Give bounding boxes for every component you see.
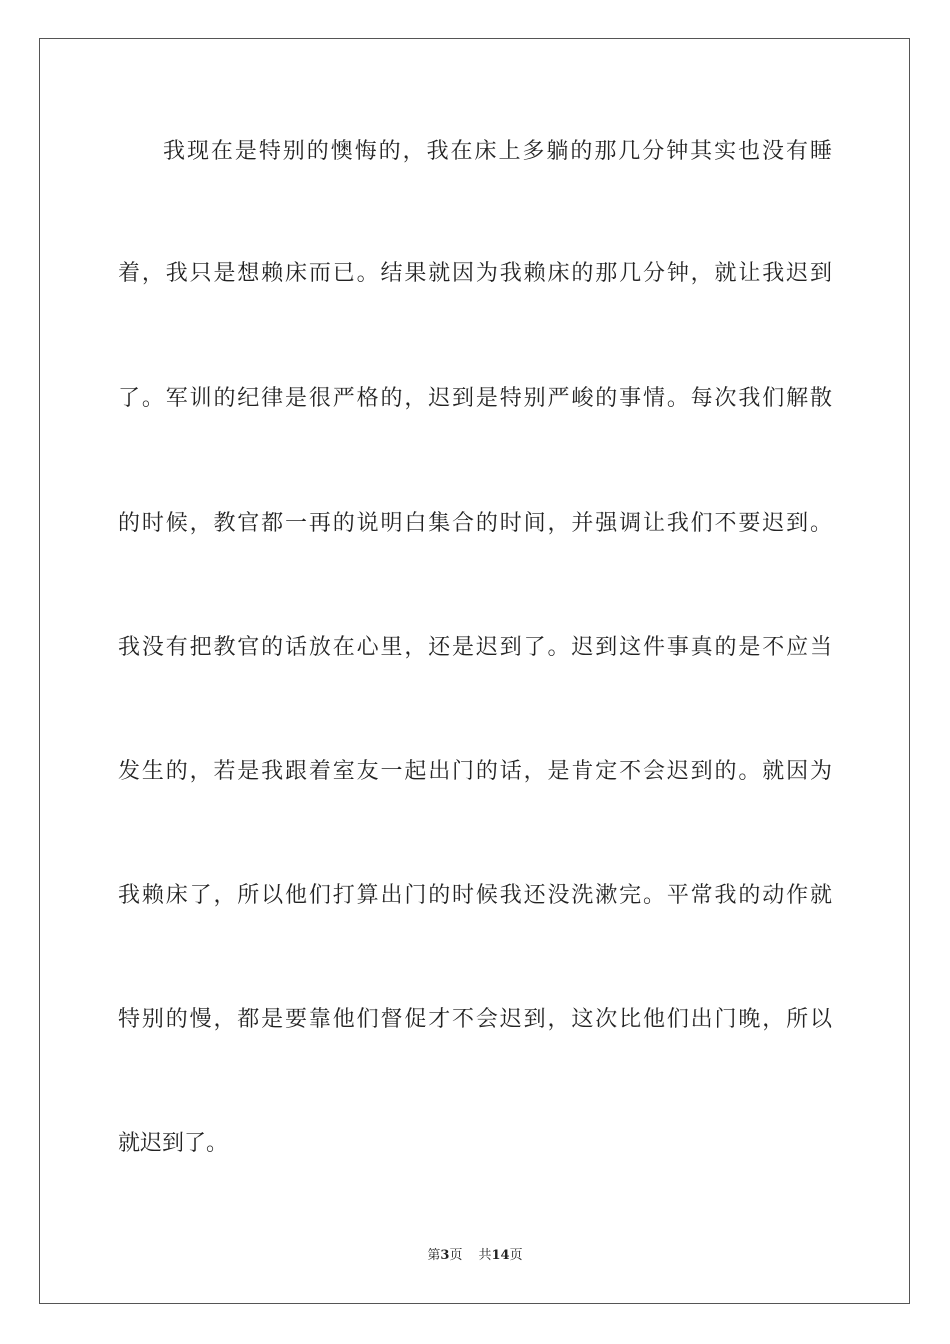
paragraph-line-7: 我赖床了，所以他们打算出门的时候我还没洗漱完。平常我的动作就	[118, 883, 832, 908]
paragraph-line-3: 了。军训的纪律是很严格的，迟到是特别严峻的事情。每次我们解散	[118, 386, 832, 411]
total-prefix: 共	[478, 1248, 492, 1263]
paragraph-line-5: 我没有把教官的话放在心里，还是迟到了。迟到这件事真的是不应当	[118, 635, 832, 660]
page-number: 3	[440, 1248, 450, 1263]
page-suffix: 页	[449, 1248, 463, 1263]
page-footer	[0, 1247, 950, 1265]
total-suffix: 页	[509, 1248, 523, 1263]
paragraph-line-2: 着，我只是想赖床而已。结果就因为我赖床的那几分钟，就让我迟到	[118, 261, 832, 286]
paragraph-line-1: 我现在是特别的懊悔的，我在床上多躺的那几分钟其实也没有睡	[163, 139, 832, 164]
paragraph-line-9: 就迟到了。	[118, 1131, 229, 1156]
page-border	[39, 38, 910, 1304]
paragraph-line-4: 的时候，教官都一再的说明白集合的时间，并强调让我们不要迟到。	[118, 511, 832, 536]
total-pages: 14	[491, 1248, 510, 1263]
paragraph-line-8: 特别的慢，都是要靠他们督促才不会迟到，这次比他们出门晚，所以	[118, 1007, 832, 1032]
page-prefix: 第	[427, 1248, 441, 1263]
paragraph-line-6: 发生的，若是我跟着室友一起出门的话，是肯定不会迟到的。就因为	[118, 759, 832, 784]
